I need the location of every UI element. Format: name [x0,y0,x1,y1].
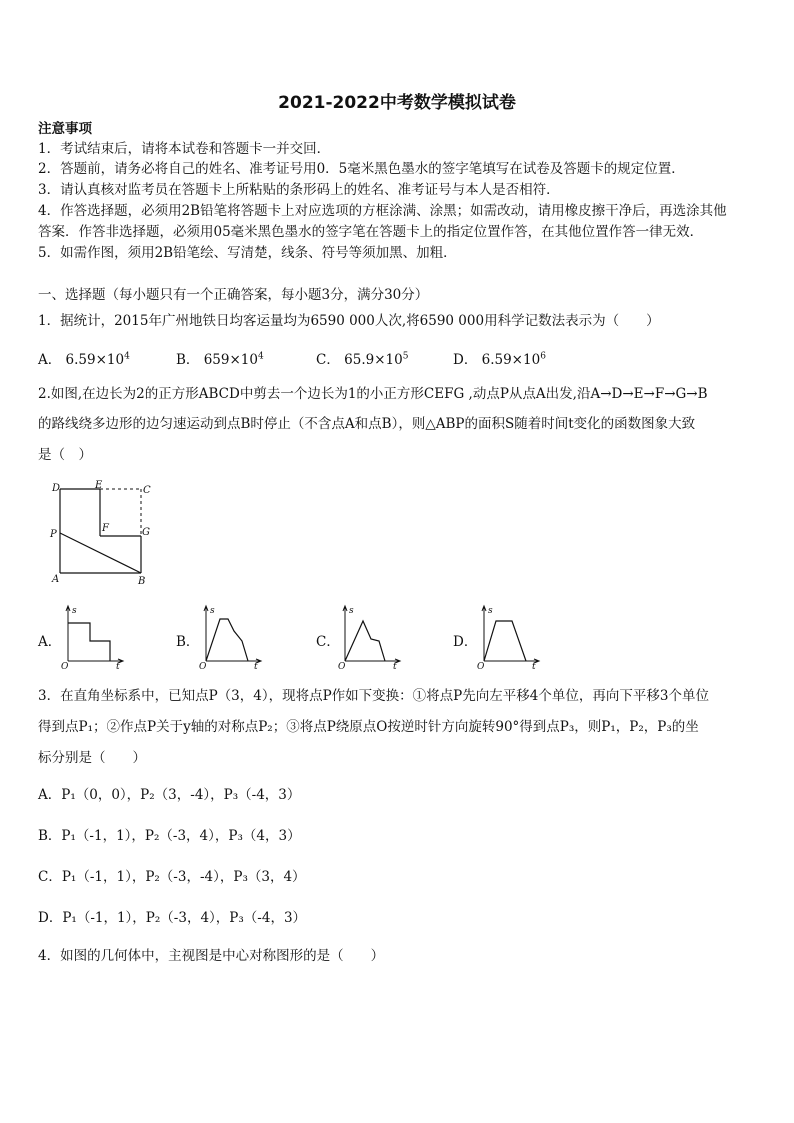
label-E: E [95,480,103,491]
svg-text:O: O [477,662,485,669]
q2-option-b-label: B． [176,634,200,650]
q3-option-b: B．P₁（-1，1），P₂（-3，4），P₃（4，3） [38,828,301,844]
label-D: D [52,483,61,494]
q2-option-d-label: D． [453,634,478,650]
notice-line: 2．答题前，请务必将自己的姓名、准考证号用0．5毫米黑色墨水的签字笔填写在试卷及答题卡的规定位置． [38,161,685,177]
q2-option-b-graph [198,603,266,669]
svg-text:O: O [199,662,207,669]
notice-heading: 注意事项 [38,121,92,137]
question-2-line: 是（ ） [38,447,92,463]
question-3-line: 标分别是（ ） [38,750,146,766]
q2-option-c-label: C． [316,634,340,650]
q3-option-d: D．P₁（-1，1），P₂（-3，4），P₃（-4，3） [38,910,307,926]
svg-text:t: t [532,662,536,669]
notice-line: 5．如需作图，须用2B铅笔绘、写清楚，线条、符号等须加黑、加粗． [38,245,457,261]
svg-text:s: s [349,606,354,616]
question-3-line: 3．在直角坐标系中，已知点P（3，4），现将点P作如下变换：①将点P先向左平移4个单位，再向下平移3个单位 [38,688,709,704]
label-A: A [52,574,60,585]
question-3-line: 得到点P₁；②作点P关于y轴的对称点P₂；③将点P绕原点O按逆时针方向旋转90°得到点P₃，则P₁，P₂，P₃的坐 [38,719,699,735]
page-title: 2021-2022中考数学模拟试卷 [278,93,516,113]
label-F: F [102,523,109,534]
svg-text:t: t [393,662,397,669]
q3-option-c: C．P₁（-1，1），P₂（-3，-4），P₃（3，4） [38,869,306,885]
notice-line: 1．考试结束后，请将本试卷和答题卡一并交回． [38,141,331,157]
question-2-line: 的路线绕多边形的边匀速运动到点B时停止（不含点A和点B），则△ABP的面积S随着时间t变化的函数图象大致 [38,416,696,432]
notice-line: 4．作答选择题，必须用2B铅笔将答题卡上对应选项的方框涂满、涂黑；如需改动，请用橡皮擦干净后，再选涂其他 [38,203,727,219]
q2-option-a-graph [60,603,128,669]
question-1-stem: 1．据统计，2015年广州地铁日均客运量均为6590 000人次,将6590 000用科学记数法表示为（ ） [38,313,660,329]
label-G: G [142,527,150,538]
svg-text:s: s [72,606,77,616]
svg-text:s: s [488,606,493,616]
svg-text:t: t [116,662,120,669]
label-C: C [143,485,151,496]
square-figure [44,478,164,586]
q1-option-c: C． $65.9\times 10^5$ [316,351,409,368]
section-heading: 一、选择题（每小题只有一个正确答案，每小题3分，满分30分） [38,287,429,303]
q2-option-d-graph [476,603,544,669]
label-P: P [50,529,57,540]
question-2-line: 2.如图,在边长为2的正方形ABCD中剪去一个边长为1的小正方形CEFG ,动点P从点A出发,沿A→D→E→F→G→B [38,386,708,402]
q2-option-a-label: A． [38,634,62,650]
svg-text:O: O [338,662,346,669]
svg-text:s: s [210,606,215,616]
label-B: B [138,576,146,586]
notice-line: 3．请认真核对监考员在答题卡上所粘贴的条形码上的姓名、准考证号与本人是否相符． [38,182,560,198]
svg-text:t: t [254,662,258,669]
q1-option-a: A． $6.59\times 10^4$ [38,351,130,368]
q1-option-b: B． $659\times 10^4$ [176,351,264,368]
q1-option-d: D． $6.59\times 10^6$ [453,351,546,368]
q3-option-a: A．P₁（0，0），P₂（3，-4），P₃（-4，3） [38,787,301,803]
q2-option-c-graph [337,603,405,669]
question-4-stem: 4．如图的几何体中，主视图是中心对称图形的是（ ） [38,948,385,964]
svg-text:O: O [61,662,69,669]
notice-line: 答案．作答非选择题，必须用05毫米黑色墨水的签字笔在答题卡上的指定位置作答，在其他位置作答一律无效． [38,224,704,240]
